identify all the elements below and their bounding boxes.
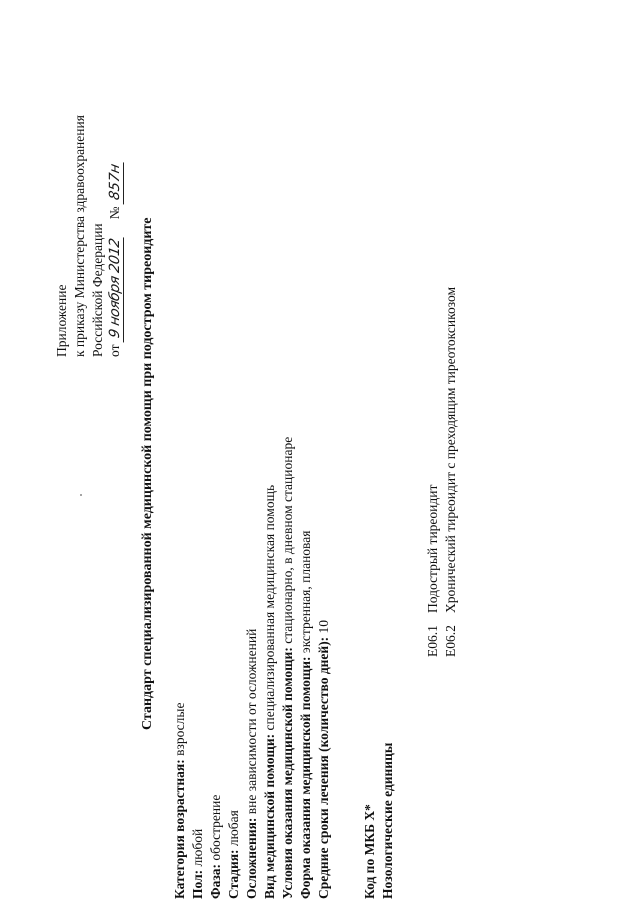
param-label: Фаза: bbox=[208, 863, 223, 899]
header-number-label: № bbox=[107, 206, 122, 220]
icd-name: Хронический тиреоидит с преходящим тиреотоксикозом bbox=[443, 286, 458, 613]
param-care-type bbox=[262, 485, 278, 899]
param-stage bbox=[226, 810, 242, 899]
param-value: обострение bbox=[208, 794, 223, 864]
param-treatment-duration bbox=[316, 620, 332, 899]
header-country: Российской Федерации bbox=[90, 223, 105, 357]
param-value: вне зависимости от осложнений bbox=[244, 628, 259, 818]
param-care-form bbox=[298, 531, 314, 899]
param-value: 10 bbox=[316, 619, 331, 637]
param-care-conditions bbox=[280, 437, 296, 899]
param-sex bbox=[190, 829, 206, 899]
scan-speck bbox=[80, 494, 82, 496]
header-date-line bbox=[107, 161, 124, 357]
header-date-prefix: от bbox=[107, 344, 122, 357]
param-age-category bbox=[172, 703, 188, 899]
param-label: Условия оказания медицинской помощи: bbox=[280, 647, 295, 899]
param-value: любой bbox=[190, 828, 205, 870]
param-phase bbox=[208, 795, 224, 899]
header-order: к приказу Министерства здравоохранения bbox=[72, 115, 87, 357]
param-value: стационарно, в дневном стационаре bbox=[280, 436, 295, 648]
param-label: Пол: bbox=[190, 869, 205, 899]
icd-code-heading: Код по МКБ X* bbox=[362, 804, 377, 899]
param-label: Стадия: bbox=[226, 849, 241, 899]
icd-name: Подострый тиреоидит bbox=[425, 484, 440, 613]
param-value: экстренная, плановая bbox=[298, 530, 313, 657]
param-value: любая bbox=[226, 810, 241, 850]
param-label: Вид медицинской помощи: bbox=[262, 733, 277, 899]
nosological-units-heading: Нозологические единицы bbox=[380, 742, 395, 899]
param-value: взрослые bbox=[172, 702, 187, 760]
document-title: Стандарт специализированной медицинской помощи при подостром тиреоидите bbox=[140, 217, 155, 730]
param-label: Средние сроки лечения (количество дней): bbox=[316, 636, 331, 899]
icd-code: E06.1 bbox=[425, 625, 440, 657]
param-value: специализированная медицинская помощь bbox=[262, 484, 277, 734]
param-complications bbox=[244, 629, 260, 899]
param-label: Осложнения: bbox=[244, 817, 259, 899]
param-label: Форма оказания медицинской помощи: bbox=[298, 656, 313, 899]
handwritten-date: 9 ноября 2012 bbox=[107, 235, 124, 343]
param-label: Категория возрастная: bbox=[172, 759, 187, 899]
handwritten-number: 857н bbox=[107, 160, 124, 205]
icd-code: E06.2 bbox=[443, 625, 458, 657]
header-appendix: Приложение bbox=[54, 284, 69, 357]
